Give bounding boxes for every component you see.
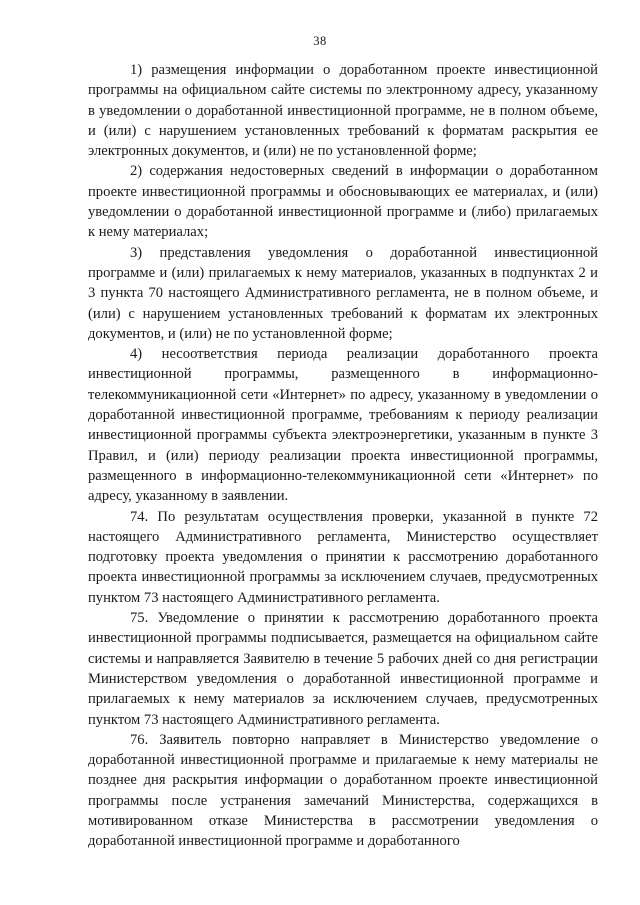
paragraph-item-4: 4) несоответствия периода реализации доработанного проекта инвестиционной программы, размещенного в информационно-телекоммуникационной сети «Интернет» по адресу, указанному в уведомлении о доработанной инвестиционной программе, требованиям к периоду реализации инвестиционной программы субъекта электроэнергетики, указанным в пункте 3 Правил, и (или) периоду реализации проекта инвестиционной программы, размещенного в информационно-телекоммуникационной сети «Интернет» по адресу, указанному в заявлении.	[88, 346, 598, 505]
paragraph-item-3: 3) представления уведомления о доработанной инвестиционной программе и (или) прилагаемых к нему материалов, указанных в подпунктах 2 и 3 пункта 70 настоящего Административного регламента, не в полном объеме, и (или) с нарушением установленных требований к форматам их электронных документов, и (или) не по установленной форме;	[88, 244, 598, 342]
paragraph-item-1: 1) размещения информации о доработанном проекте инвестиционной программы на официальном сайте системы по электронному адресу, указанному в уведомлении о доработанной инвестиционной программе, не в полном объеме, и (или) с нарушением установленных требований к форматам раскрытия ее электронных документов, и (или) не по установленной форме;	[88, 62, 598, 160]
paragraph-75: 75. Уведомление о принятии к рассмотрению доработанного проекта инвестиционной программы подписывается, размещается на официальном сайте системы и направляется Заявителю в течение 5 рабочих дней со дня регистрации Министерством уведомления о доработанной инвестиционной программе и прилагаемых к нему материалов за исключением случаев, предусмотренных пунктом 73 настоящего Административного регламента.	[88, 610, 598, 728]
paragraph-76: 76. Заявитель повторно направляет в Министерство уведомление о доработанной инвестиционной программе и прилагаемые к нему материалы не позднее дня раскрытия информации о доработанном проекте инвестиционной программы после устранения замечаний Министерства, содержащихся в мотивированном отказе Министерства в рассмотрении уведомления о доработанной инвестиционной программе и доработанного	[88, 731, 598, 850]
page-number: 38	[313, 34, 327, 48]
document-body	[88, 60, 598, 852]
paragraph-item-2: 2) содержания недостоверных сведений в информации о доработанном проекте инвестиционной программы и обосновывающих ее материалах, и (или) уведомлении о доработанной инвестиционной программе и (либо) прилагаемых к нему материалах;	[88, 163, 598, 241]
paragraph-74: 74. По результатам осуществления проверки, указанной в пункте 72 настоящего Административного регламента, Министерство осуществляет подготовку проекта уведомления о принятии к рассмотрению доработанного проекта инвестиционной программы за исключением случаев, предусмотренных пунктом 73 настоящего Административного регламента.	[88, 508, 598, 606]
